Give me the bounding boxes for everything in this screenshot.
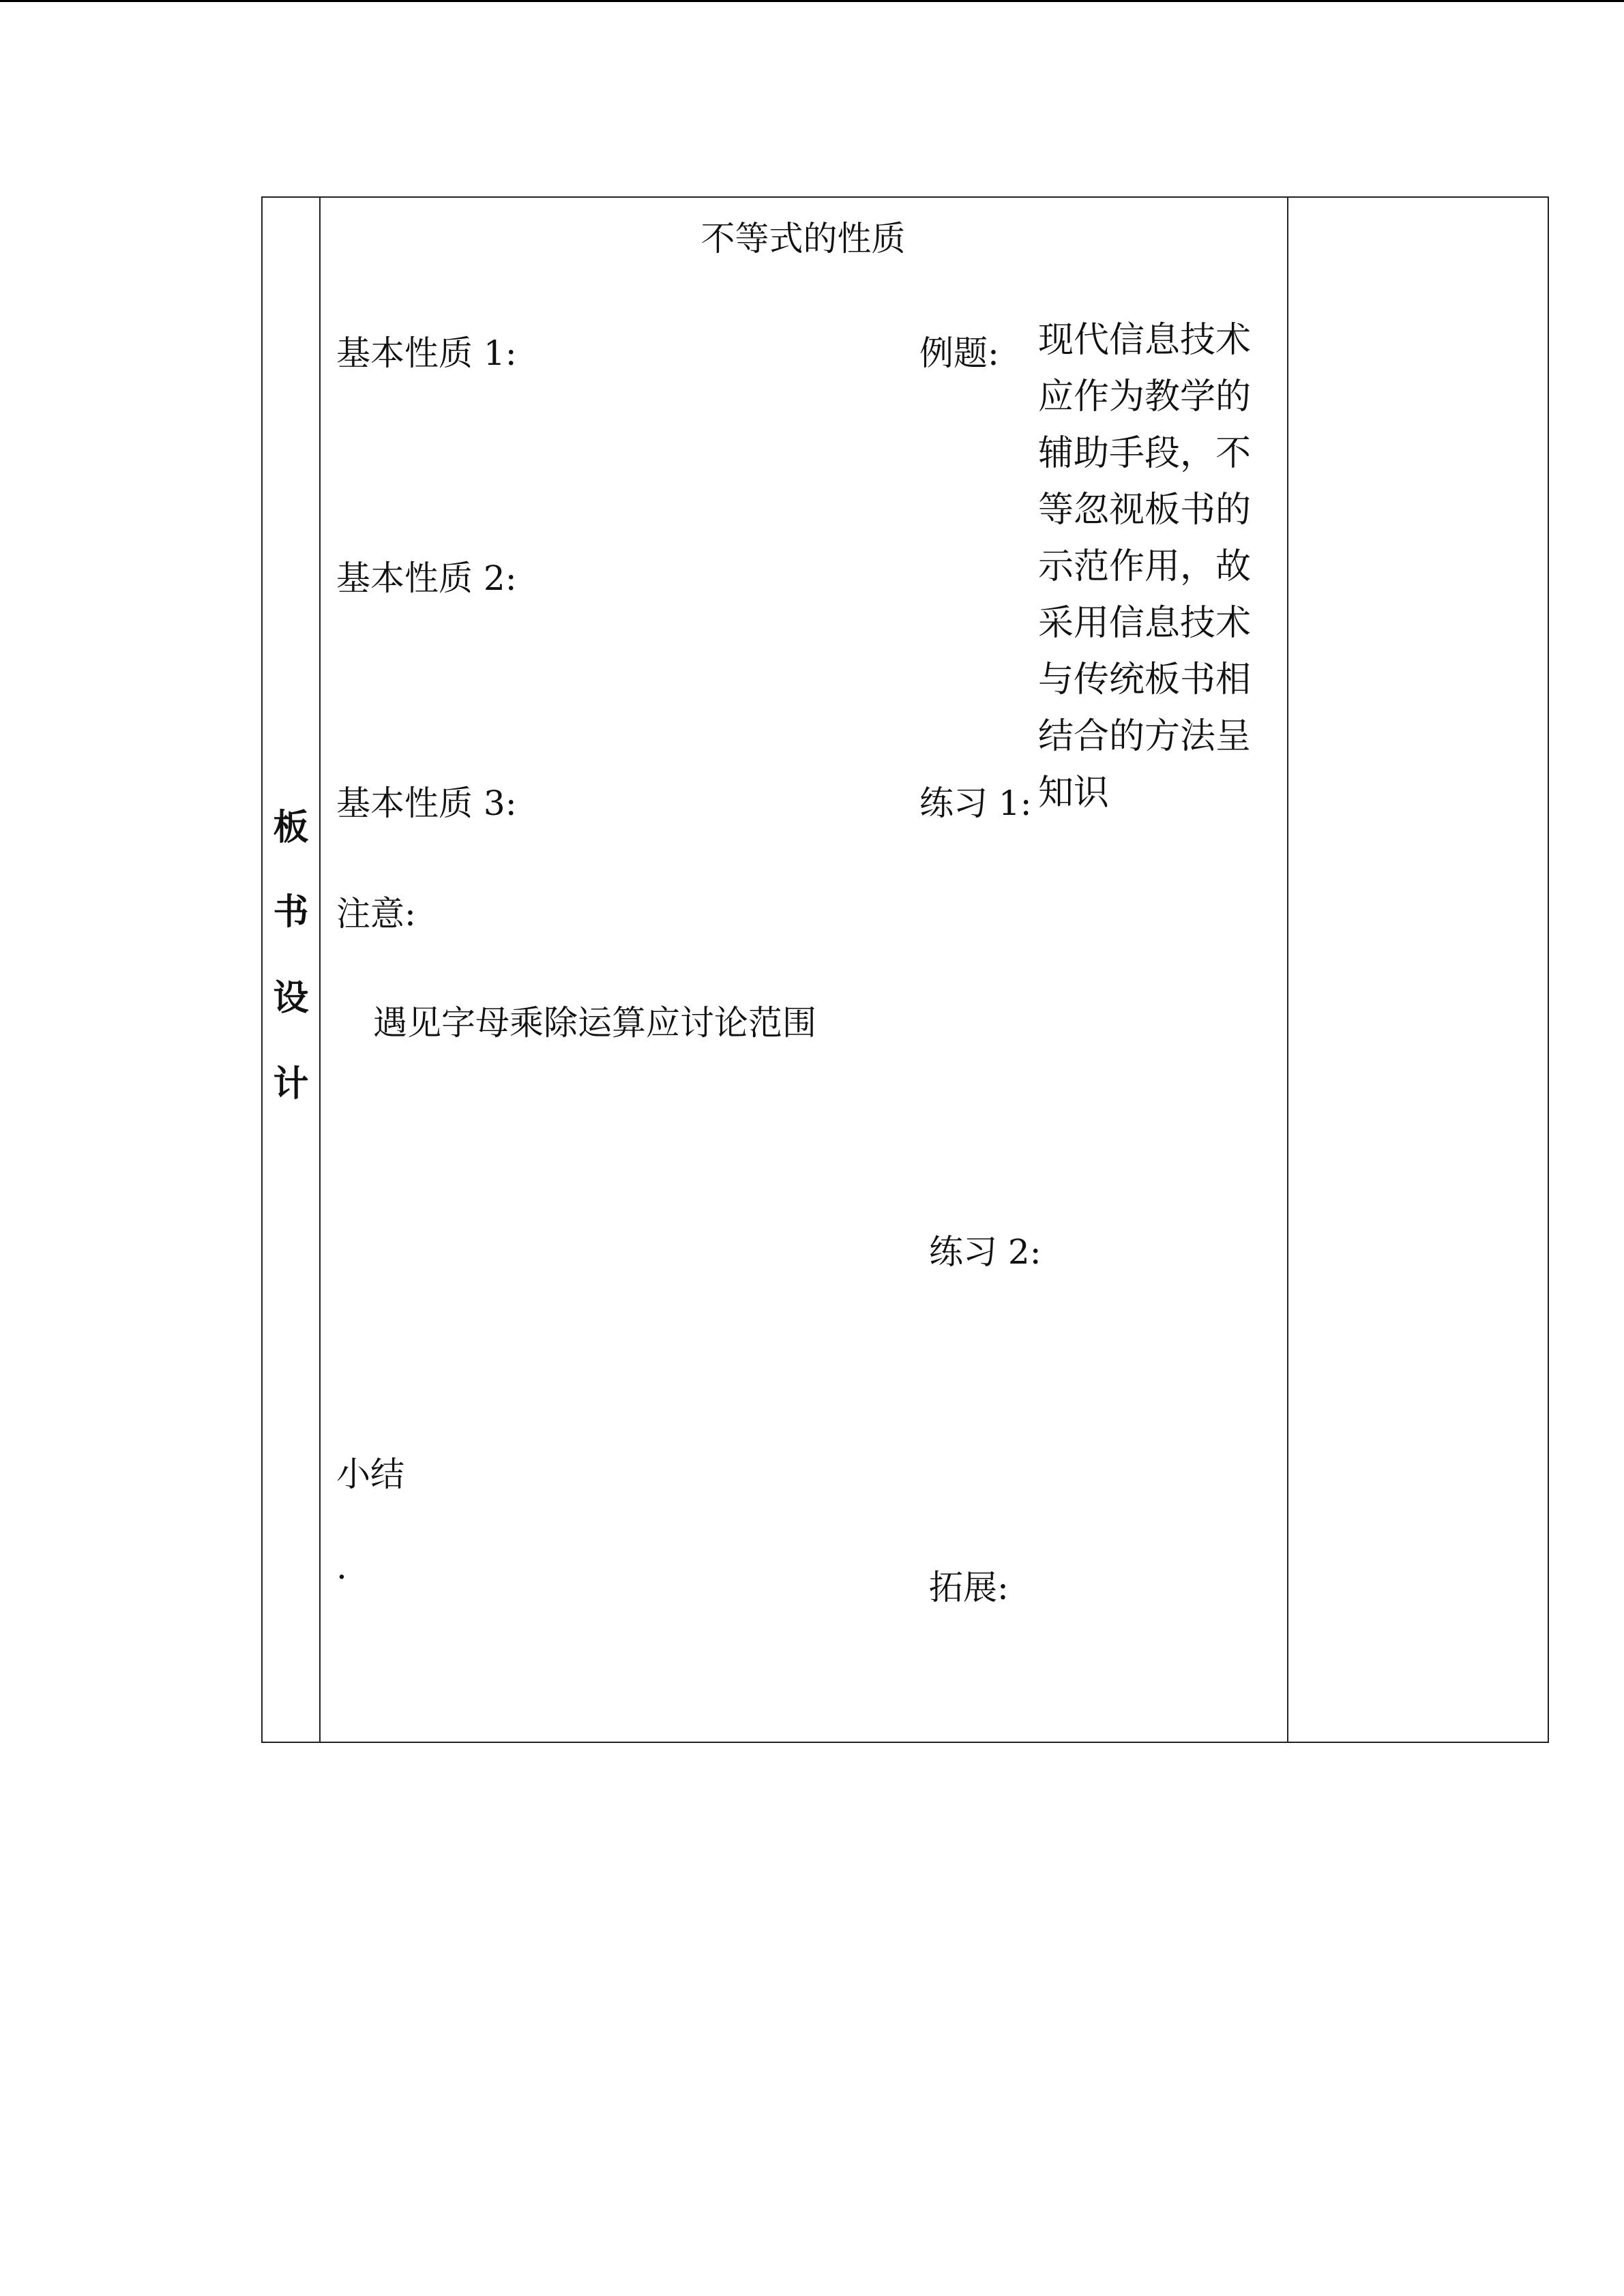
note-line: 辅助手段，不 [1038,433,1252,474]
basic-property-1: 基本性质 1: [336,333,517,373]
trailing-dot: . [336,1547,347,1587]
note-line: 等忽视板书的 [1038,490,1252,531]
board-title: 不等式的性质 [700,219,906,258]
note-line: 采用信息技术 [1038,603,1252,644]
note-line: 示范作用，故 [1038,546,1252,587]
note-label: 注意: [336,894,416,934]
summary-label: 小结 [336,1455,404,1494]
note-line: 结合的方法呈 [1038,716,1252,757]
row-label-char-2: 书 [273,892,309,933]
board-design-table [261,196,1549,1743]
example-label: 例题: [919,333,999,373]
design-rationale-note [1038,312,1277,822]
exercise-1-label: 练习 1: [919,784,1032,823]
row-label-cell [263,198,319,1742]
note-line: 现代信息技术 [1038,320,1252,361]
note-line: 知识 [1038,773,1110,814]
extension-label: 拓展: [929,1568,1009,1607]
basic-property-2: 基本性质 2: [336,558,517,598]
note-line: 应作为教学的 [1038,376,1252,417]
basic-property-3: 基本性质 3: [336,784,517,823]
note-line: 与传统板书相 [1038,659,1252,700]
exercise-2-label: 练习 2: [929,1232,1042,1272]
note-text: 遇见字母乘除运算应讨论范围 [373,1003,816,1043]
row-label-char-3: 设 [273,978,309,1019]
row-label-char-1: 板 [273,807,309,848]
row-label-char-4: 计 [273,1064,309,1105]
page-top-rule [0,0,1624,2]
column-divider-right [1287,198,1288,1742]
column-divider-left [319,198,321,1742]
